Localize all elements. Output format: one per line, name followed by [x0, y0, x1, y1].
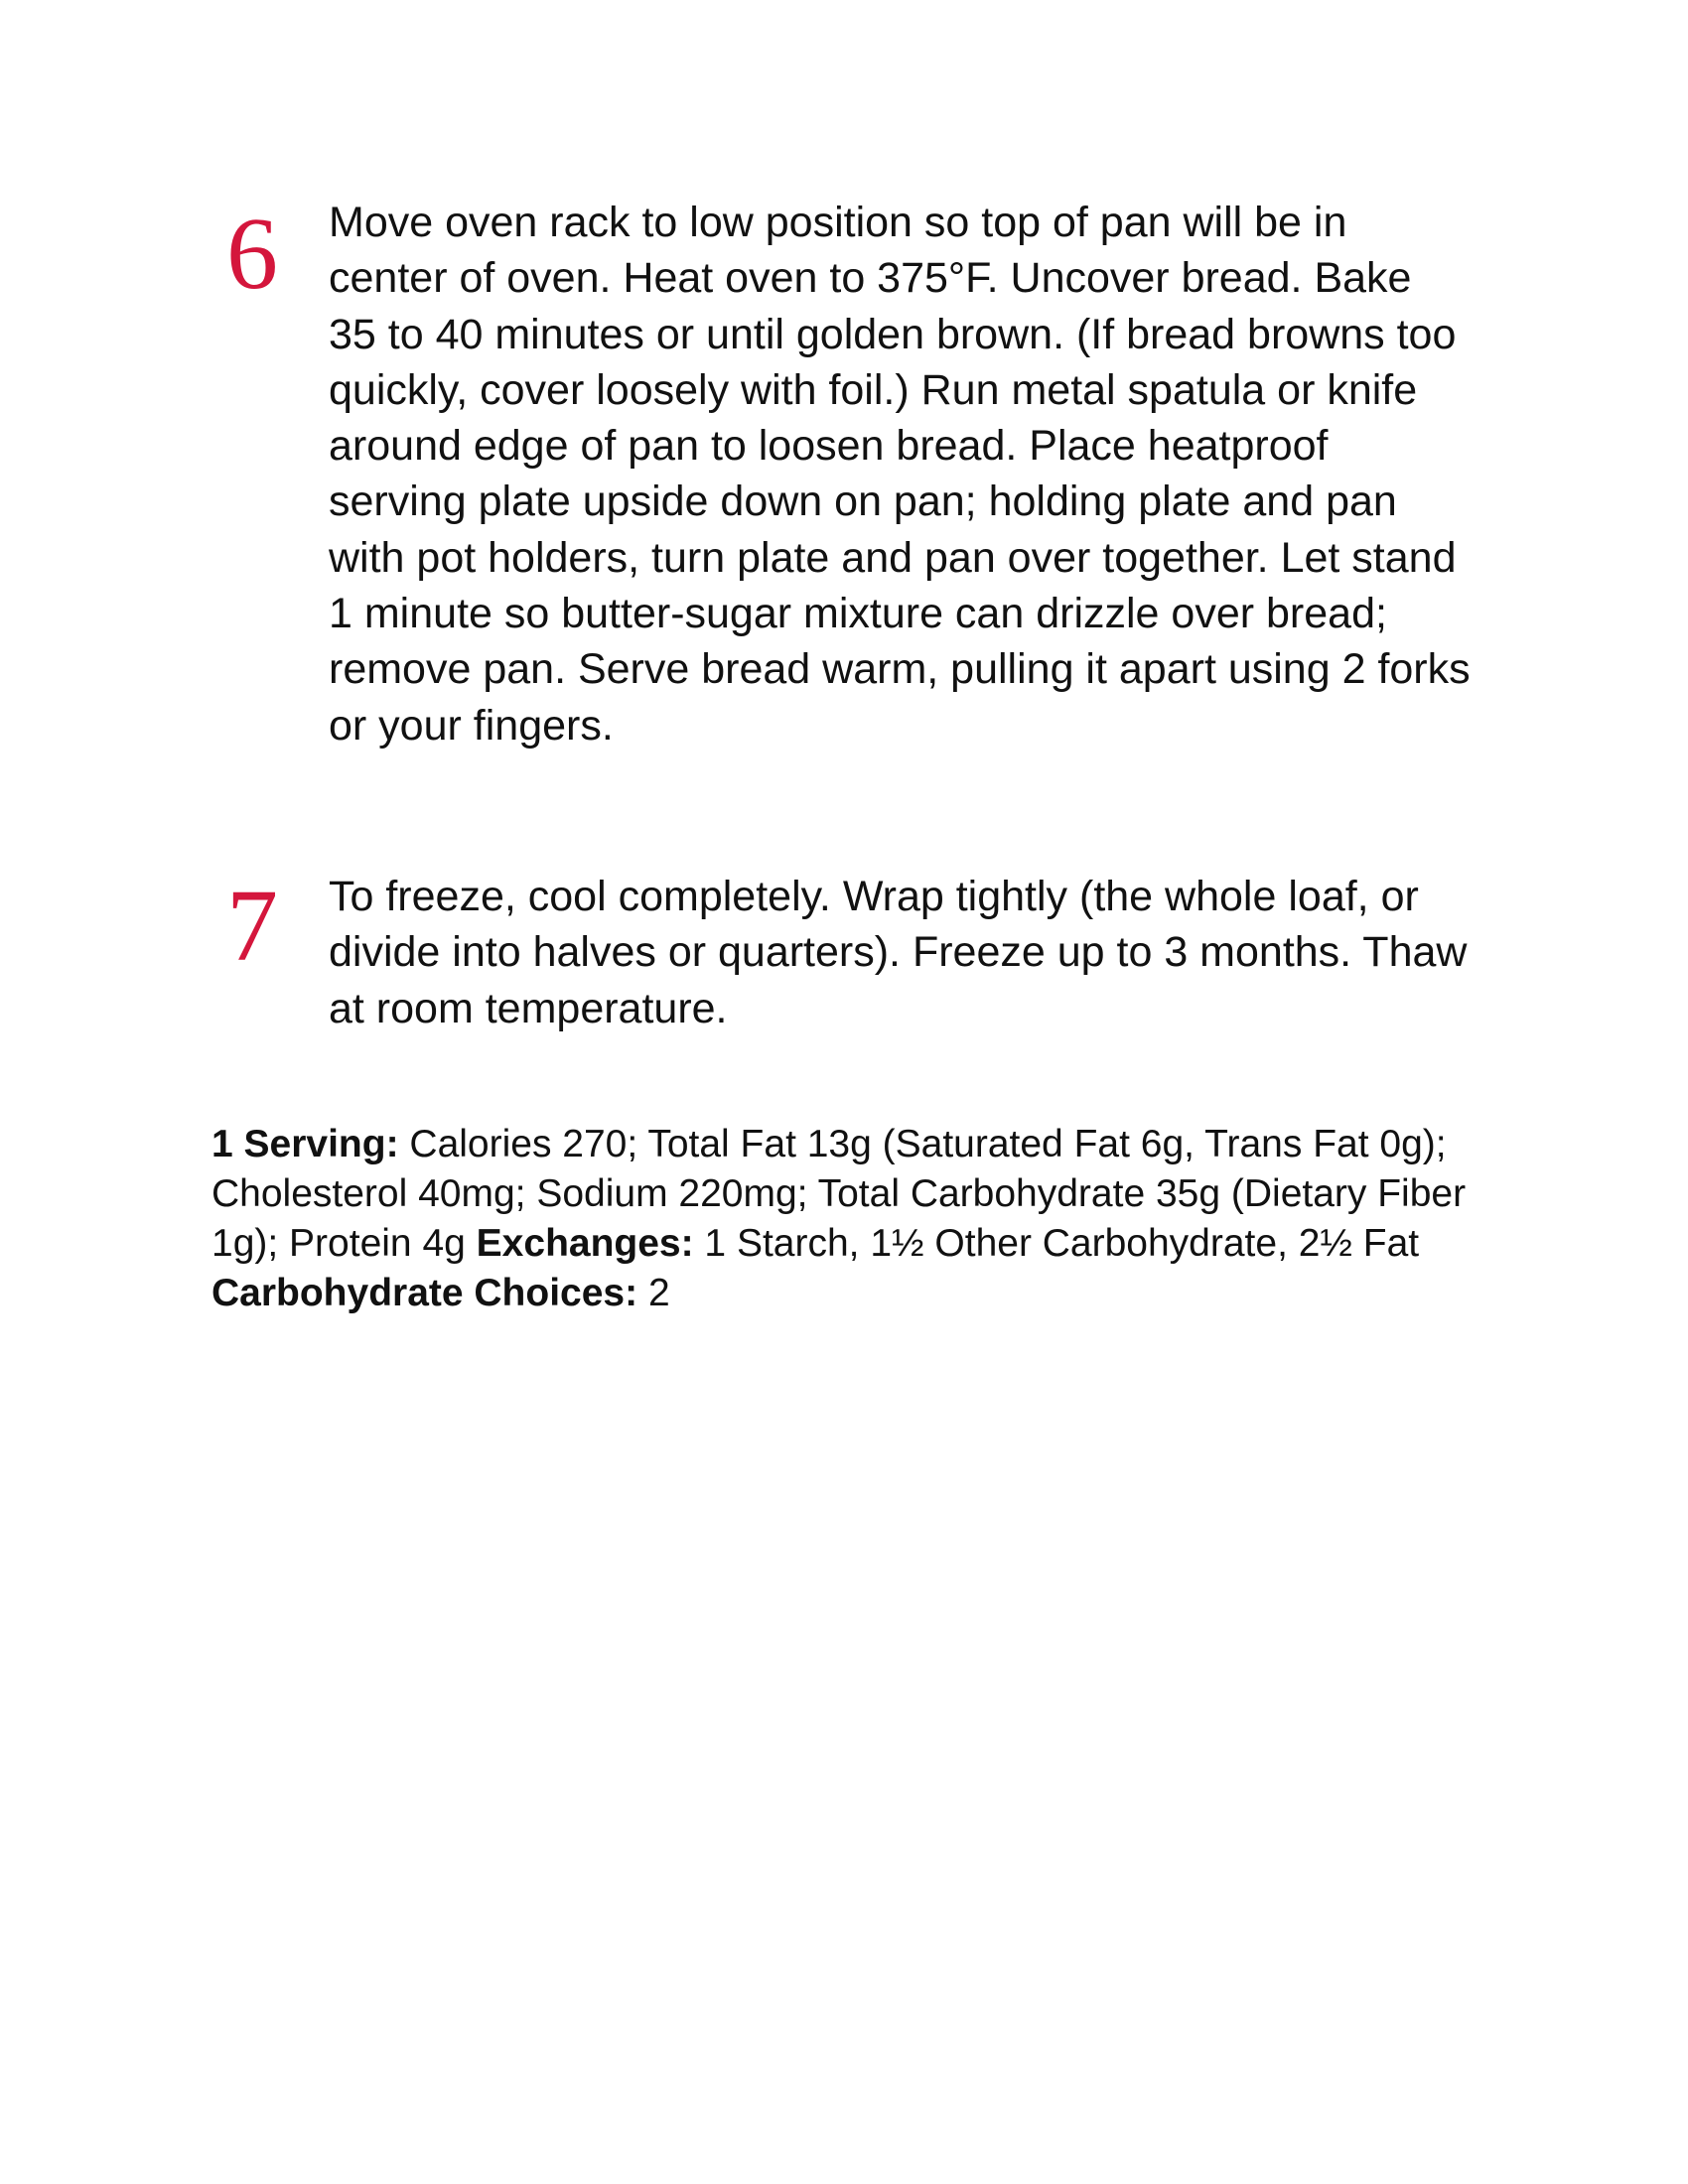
carb-choices-label: Carbohydrate Choices: — [211, 1272, 638, 1314]
step-text: Move oven rack to low position so top of pan will be in center of oven. Heat oven to 375°F. Uncover bread. Bake 35 to 40 minutes or until golden brown. (If bread browns too quickly, cover loosely with foil.) Run metal spatula or knife around edge of pan to loosen bread. Place heatproof serving plate upside down on pan; holding plate and pan with pot holders, turn plate and pan over together. Let stand 1 minute so butter-sugar mixture can drizzle over bread; remove pan. Serve bread warm, pulling it apart using 2 forks or your fingers. — [329, 199, 1471, 750]
step-text: To freeze, cool completely. Wrap tightly (the whole loaf, or divide into halves or quarters). Freeze up to 3 months. Thaw at room temperature. — [329, 873, 1468, 1032]
nutrition-info — [211, 1120, 1473, 1318]
exchanges-text: 1 Starch, 1½ Other Carbohydrate, 2½ Fat — [693, 1222, 1420, 1265]
step-number: 7 — [226, 869, 278, 983]
carb-choices-value: 2 — [637, 1272, 670, 1314]
serving-text: Calories 270; Total Fat 13g (Saturated Fat 6g, Trans Fat 0g); Cholesterol 40mg; Sodium 220mg; Total Carbohydrate 35g (Dietary Fiber 1g); Protein 4g — [211, 1123, 1467, 1265]
step-number: 6 — [226, 197, 278, 311]
serving-label: 1 Serving: — [211, 1123, 399, 1165]
exchanges-label: Exchanges: — [476, 1222, 694, 1265]
